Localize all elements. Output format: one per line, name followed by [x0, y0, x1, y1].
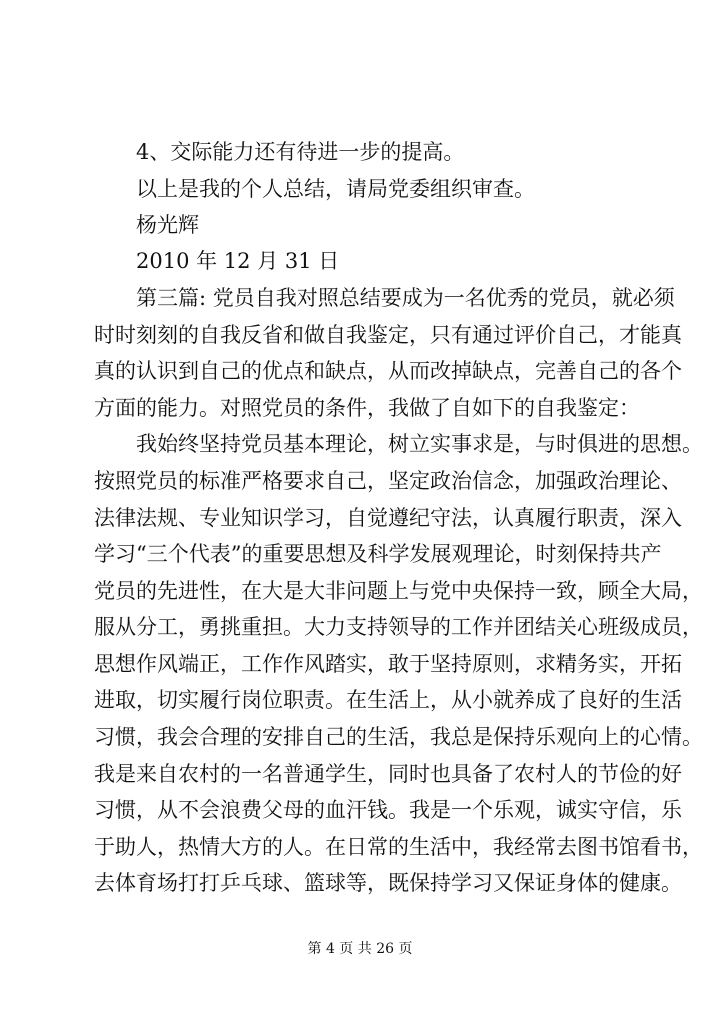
paragraph-line: 时时刻刻的自我反省和做自我鉴定，只有通过评价自己，才能真	[94, 323, 682, 347]
paragraph-line: 法律法规、专业知识学习，自觉遵纪守法，认真履行职责，深入	[94, 506, 682, 530]
paragraph-line: 服从分工，勇挑重担。大力支持领导的工作并团结关心班级成员，	[94, 615, 703, 639]
list-item-communication: 4、交际能力还有待进一步的提高。	[136, 140, 465, 164]
paragraph-line: 真的认识到自己的优点和缺点，从而改掉缺点，完善自己的各个	[94, 359, 682, 383]
paragraph-line: 方面的能力。对照党员的条件，我做了自如下的自我鉴定：	[94, 396, 640, 420]
author-signature: 杨光辉	[136, 213, 199, 237]
closing-sentence: 以上是我的个人总结，请局党委组织审查。	[136, 177, 535, 201]
page-number-footer: 第 4 页 共 26 页	[307, 941, 413, 957]
paragraph-line: 于助人，热情大方的人。在日常的生活中，我经常去图书馆看书，	[94, 835, 703, 859]
paragraph-line: 习惯，我会合理的安排自己的生活，我总是保持乐观向上的心情。	[94, 725, 703, 749]
paragraph-line: 按照党员的标准严格要求自己，坚定政治信念，加强政治理论、	[94, 469, 682, 493]
section-heading-line: 第三篇: 党员自我对照总结要成为一名优秀的党员，就必须	[136, 286, 675, 310]
paragraph-line: 党员的先进性，在大是大非问题上与党中央保持一致，顾全大局，	[94, 579, 703, 603]
paragraph-line: 习惯，从不会浪费父母的血汗钱。我是一个乐观，诚实守信，乐	[94, 798, 682, 822]
document-date: 2010 年 12 月 31 日	[136, 249, 340, 273]
paragraph-line: 学习“三个代表”的重要思想及科学发展观理论，时刻保持共产	[94, 542, 662, 566]
paragraph-line: 去体育场打打乒乓球、篮球等，既保持学习又保证身体的健康。	[94, 871, 682, 895]
paragraph-line: 思想作风端正，工作作风踏实，敢于坚持原则，求精务实，开拓	[94, 652, 682, 676]
paragraph-line: 进取，切实履行岗位职责。在生活上，从小就养成了良好的生活	[94, 688, 682, 712]
paragraph-first-line: 我始终坚持党员基本理论，树立实事求是，与时俱进的思想。	[136, 432, 703, 456]
paragraph-line: 我是来自农村的一名普通学生，同时也具备了农村人的节俭的好	[94, 762, 682, 786]
